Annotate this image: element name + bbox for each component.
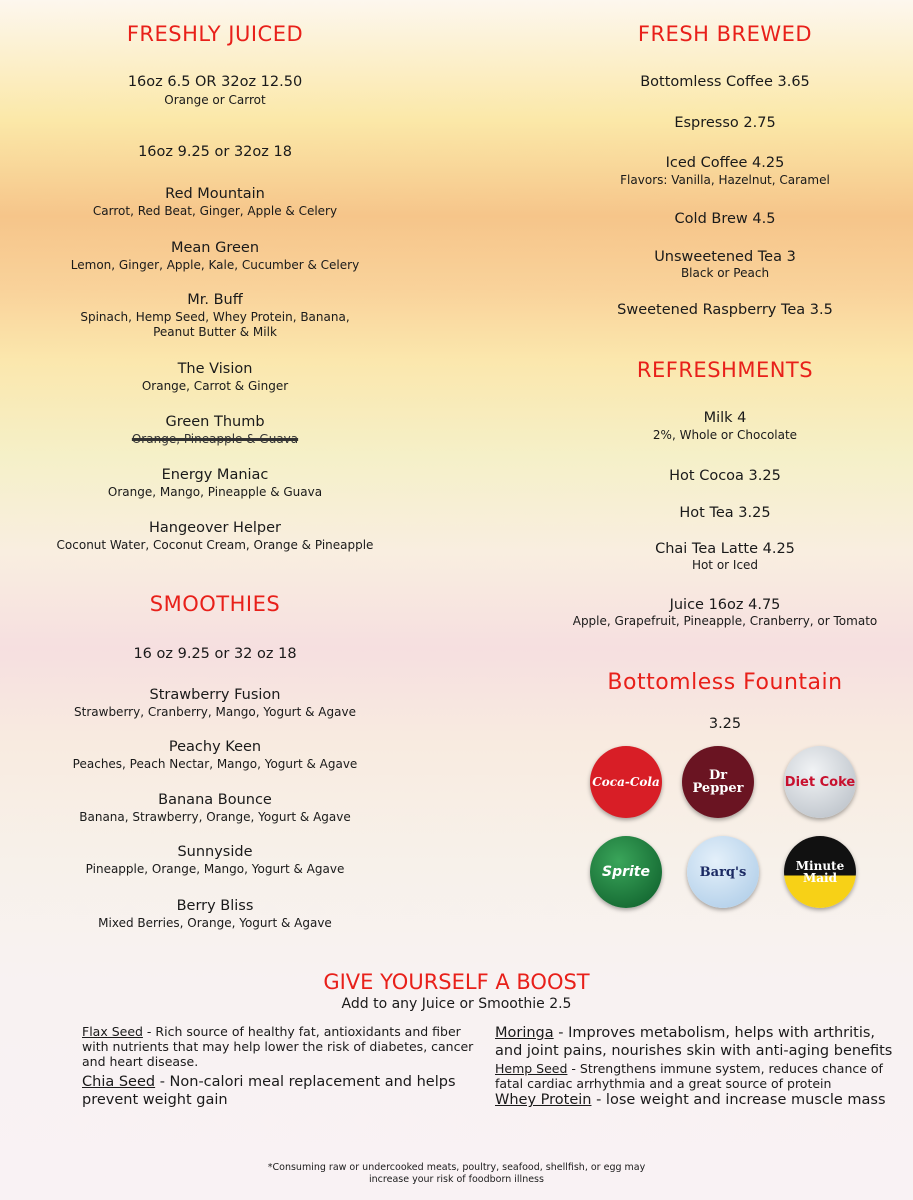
logo-text: Diet Coke — [784, 774, 856, 790]
menu-item-desc: Coconut Water, Coconut Cream, Orange & Pineapple — [56, 538, 374, 552]
minute-maid-logo — [784, 836, 856, 908]
menu-item-name: Iced Coffee 4.25 — [665, 155, 785, 171]
boost-item-text: - Non-calori meal replacement and helps — [155, 1074, 456, 1090]
menu-item-desc: Peanut Butter & Milk — [153, 325, 277, 339]
menu-item-desc: Hot or Iced — [691, 558, 759, 572]
boost-item-chia-seed — [82, 1073, 492, 1109]
juice-price-specialty: 16oz 9.25 or 32oz 18 — [138, 144, 292, 160]
fountain-price: 3.25 — [708, 716, 742, 732]
boost-item-name: Moringa — [495, 1025, 554, 1041]
menu-item-desc: Mixed Berries, Orange, Yogurt & Agave — [98, 916, 332, 930]
freshly-juiced-heading: FRESHLY JUICED — [126, 22, 304, 46]
boost-item-text: and joint pains, nourishes skin with anti-aging benefits — [495, 1043, 893, 1059]
menu-item-name: Cold Brew 4.5 — [674, 211, 776, 227]
menu-item-desc: Orange, Mango, Pineapple & Guava — [107, 485, 323, 499]
boost-heading: GIVE YOURSELF A BOOST — [323, 970, 590, 994]
logo-text: Barq's — [699, 864, 747, 880]
menu-item-name: Peachy Keen — [168, 739, 262, 755]
boost-item-text: - lose weight and increase muscle mass — [591, 1092, 886, 1108]
menu-item-desc: Banana, Strawberry, Orange, Yogurt & Agave — [79, 810, 351, 824]
menu-item-name: Energy Maniac — [161, 467, 269, 483]
smoothie-price: 16 oz 9.25 or 32 oz 18 — [133, 646, 297, 662]
menu-item-name: Banana Bounce — [158, 792, 272, 808]
menu-item-desc: Flavors: Vanilla, Hazelnut, Caramel — [620, 173, 830, 187]
diet-coke-logo — [784, 746, 856, 818]
menu-item-name: Chai Tea Latte 4.25 — [655, 541, 795, 557]
food-safety-disclaimer — [0, 1162, 913, 1186]
sprite-logo — [590, 836, 662, 908]
juice-price-orange-carrot: 16oz 6.5 OR 32oz 12.50 — [127, 74, 303, 90]
menu-item-desc: Strawberry, Cranberry, Mango, Yogurt & Agave — [74, 705, 356, 719]
boost-item-name: Flax Seed — [82, 1024, 143, 1039]
smoothies-heading: SMOOTHIES — [149, 592, 281, 616]
barqs-logo — [687, 836, 759, 908]
menu-item-name: Sunnyside — [177, 844, 253, 860]
boost-item-text: - Improves metabolism, helps with arthritis, — [553, 1025, 876, 1041]
menu-item-name: The Vision — [177, 361, 253, 377]
juice-price-note: Orange or Carrot — [164, 93, 266, 107]
menu-item-name: Hangeover Helper — [149, 520, 281, 536]
boost-item-whey-protein — [495, 1091, 910, 1109]
boost-item-text: - Rich source of healthy fat, antioxidants and fiber — [142, 1024, 461, 1039]
menu-item-name: Unsweetened Tea 3 — [654, 249, 796, 265]
logo-text: Dr Pepper — [692, 768, 744, 796]
boost-item-name: Hemp Seed — [495, 1061, 568, 1076]
menu-item-name: Strawberry Fusion — [149, 687, 281, 703]
menu-item-desc: Pineapple, Orange, Mango, Yogurt & Agave — [85, 862, 345, 876]
menu-item-desc: Apple, Grapefruit, Pineapple, Cranberry, or Tomato — [572, 614, 878, 628]
boost-subtitle: Add to any Juice or Smoothie 2.5 — [341, 996, 572, 1012]
logo-text: Minute Maid — [795, 859, 845, 885]
menu-item-desc: Spinach, Hemp Seed, Whey Protein, Banana, — [80, 310, 350, 324]
menu-item-desc: Lemon, Ginger, Apple, Kale, Cucumber & Celery — [70, 258, 360, 272]
boost-item-moringa — [495, 1024, 910, 1060]
boost-item-name: Chia Seed — [82, 1074, 156, 1090]
menu-item-name: Hot Tea 3.25 — [679, 505, 771, 521]
boost-item-text: fatal cardiac arrhythmia and a great source of protein — [495, 1076, 832, 1091]
refreshments-heading: REFRESHMENTS — [636, 358, 814, 382]
menu-item-name: Berry Bliss — [176, 898, 254, 914]
boost-item-flax-seed — [82, 1024, 492, 1069]
boost-item-hemp-seed — [495, 1061, 910, 1091]
boost-item-name: Whey Protein — [495, 1092, 592, 1108]
bottomless-fountain-heading: Bottomless Fountain — [607, 670, 843, 695]
menu-item-name: Green Thumb — [165, 414, 265, 430]
menu-item-desc: Black or Peach — [680, 266, 770, 280]
coca-cola-logo — [590, 746, 662, 818]
fresh-brewed-heading: FRESH BREWED — [637, 22, 813, 46]
disclaimer-line: *Consuming raw or undercooked meats, poultry, seafood, shellfish, or egg may — [267, 1162, 646, 1173]
menu-item-name: Mr. Buff — [187, 292, 243, 308]
disclaimer-line: increase your risk of foodborn illness — [369, 1174, 544, 1185]
menu-item-desc: 2%, Whole or Chocolate — [652, 428, 798, 442]
menu-item-desc-struck: Orange, Pineapple & Guava — [131, 432, 299, 446]
menu-item-desc: Orange, Carrot & Ginger — [141, 379, 289, 393]
menu-item-name: Mean Green — [170, 240, 260, 256]
menu-item-name: Hot Cocoa 3.25 — [669, 468, 781, 484]
logo-text: Sprite — [602, 864, 650, 880]
menu-item-name: Sweetened Raspberry Tea 3.5 — [617, 302, 833, 318]
boost-item-text: with nutrients that may help lower the risk of diabetes, cancer — [82, 1039, 474, 1054]
menu-item-name: Juice 16oz 4.75 — [669, 597, 781, 613]
menu-item-desc: Carrot, Red Beat, Ginger, Apple & Celery — [92, 204, 338, 218]
menu-item-name: Bottomless Coffee 3.65 — [640, 74, 810, 90]
menu-item-name: Milk 4 — [703, 410, 747, 426]
menu-item-name: Espresso 2.75 — [674, 115, 776, 131]
menu-item-desc: Peaches, Peach Nectar, Mango, Yogurt & Agave — [72, 757, 358, 771]
logo-text: Coca-Cola — [592, 775, 660, 789]
dr-pepper-logo — [682, 746, 754, 818]
menu-item-name: Red Mountain — [165, 186, 265, 202]
boost-item-text: - Strengthens immune system, reduces chance of — [567, 1061, 883, 1076]
boost-item-text: and heart disease. — [82, 1054, 199, 1069]
boost-item-text: prevent weight gain — [82, 1092, 228, 1108]
